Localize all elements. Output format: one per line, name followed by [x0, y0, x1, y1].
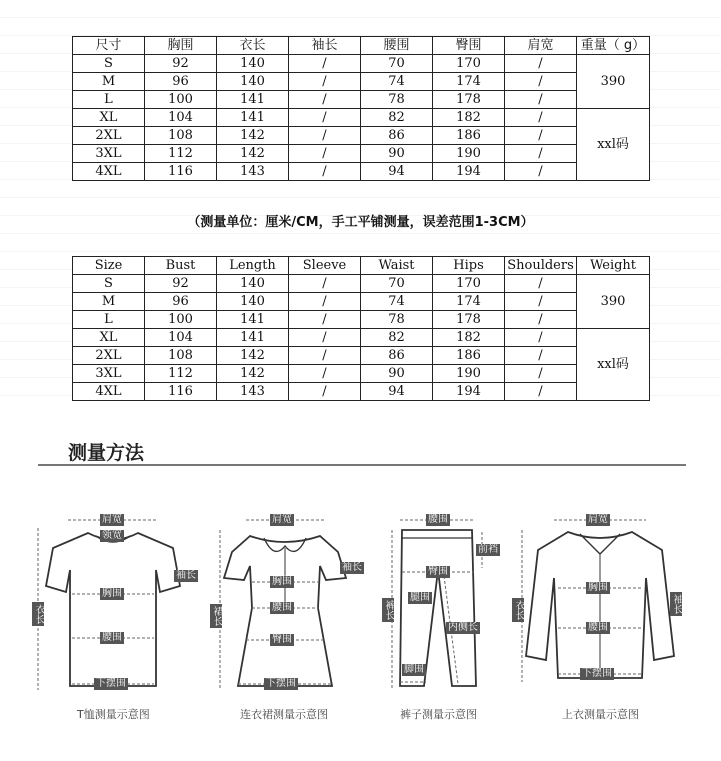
- table-cell: 86: [361, 347, 433, 365]
- table-cell: 116: [145, 383, 217, 401]
- table-row: [73, 383, 650, 401]
- table-cell: /: [289, 73, 361, 91]
- dress-caption: 连衣裙测量示意图: [240, 708, 328, 721]
- label-waist: 腰围: [272, 602, 292, 613]
- table-cell: S: [73, 55, 145, 73]
- table-cell: 186: [433, 127, 505, 145]
- label-hem: 下摆围: [266, 678, 296, 689]
- header-cell: 腰围: [361, 37, 433, 55]
- table-cell: /: [289, 347, 361, 365]
- table-row: [73, 91, 650, 109]
- header-cell: 袖长: [289, 37, 361, 55]
- size-table-cn: [72, 36, 650, 181]
- label-leg-opening: 脚围: [404, 664, 424, 675]
- table-cell: XL: [73, 109, 145, 127]
- table-row: [73, 347, 650, 365]
- table-row: [73, 55, 650, 73]
- table-cell: /: [505, 109, 577, 127]
- table-cell: 74: [361, 293, 433, 311]
- table-cell: 178: [433, 91, 505, 109]
- tshirt-diagram: [28, 508, 198, 708]
- table-cell: 116: [145, 163, 217, 181]
- table-cell: /: [289, 329, 361, 347]
- table-cell: 142: [217, 145, 289, 163]
- table-cell: 141: [217, 311, 289, 329]
- table-cell: 108: [145, 127, 217, 145]
- label-hip: 臀围: [428, 566, 448, 577]
- table-cell: 90: [361, 145, 433, 163]
- table-cell: /: [505, 293, 577, 311]
- table-cell: 142: [217, 365, 289, 383]
- label-inseam: 内侧长: [448, 622, 478, 633]
- table-row: [73, 73, 650, 91]
- header-cell: Size: [73, 257, 145, 275]
- label-thigh: 腿围: [410, 592, 430, 603]
- label-waist: 腰围: [428, 514, 448, 525]
- tshirt-caption: T恤测量示意图: [77, 708, 150, 721]
- table-cell: 178: [433, 311, 505, 329]
- table-cell: 142: [217, 347, 289, 365]
- table-cell: /: [505, 347, 577, 365]
- table-cell: 2XL: [73, 347, 145, 365]
- label-shoulder: 肩宽: [272, 514, 292, 525]
- table-cell: 194: [433, 163, 505, 181]
- table-row: [73, 275, 650, 293]
- table-cell: /: [505, 73, 577, 91]
- pants-caption: 裤子测量示意图: [400, 708, 477, 721]
- table-cell: 3XL: [73, 145, 145, 163]
- table-row: [73, 127, 650, 145]
- table-cell: L: [73, 311, 145, 329]
- weight-cell: xxl码: [577, 109, 650, 181]
- table-cell: 170: [433, 55, 505, 73]
- table-cell: 141: [217, 329, 289, 347]
- table-cell: 142: [217, 127, 289, 145]
- table-cell: 74: [361, 73, 433, 91]
- label-bust: 胸围: [588, 582, 608, 593]
- table-cell: /: [289, 365, 361, 383]
- table-cell: 182: [433, 329, 505, 347]
- table-cell: 112: [145, 365, 217, 383]
- table-cell: 4XL: [73, 163, 145, 181]
- table-cell: /: [289, 109, 361, 127]
- label-collar: 领宽: [102, 530, 122, 541]
- table-cell: 100: [145, 311, 217, 329]
- table-row: [73, 365, 650, 383]
- label-sleeve: 袖长: [342, 562, 362, 573]
- table-cell: 100: [145, 91, 217, 109]
- table-cell: /: [505, 145, 577, 163]
- jacket-caption: 上衣测量示意图: [562, 708, 639, 721]
- label-length: 裙长: [211, 606, 222, 626]
- method-title: 测量方法: [68, 442, 145, 464]
- table-cell: 174: [433, 293, 505, 311]
- table-cell: 82: [361, 329, 433, 347]
- table-cell: XL: [73, 329, 145, 347]
- label-bust: 胸围: [272, 576, 292, 587]
- table-cell: 78: [361, 311, 433, 329]
- table-cell: /: [505, 127, 577, 145]
- table-cell: L: [73, 91, 145, 109]
- table-cell: 96: [145, 73, 217, 91]
- table-cell: 70: [361, 275, 433, 293]
- header-cell: Sleeve: [289, 257, 361, 275]
- label-hip: 臀围: [272, 634, 292, 645]
- table-cell: 2XL: [73, 127, 145, 145]
- label-sleeve: 袖长: [176, 570, 196, 581]
- table-cell: 92: [145, 55, 217, 73]
- pants-diagram: [372, 508, 512, 708]
- table-cell: /: [289, 383, 361, 401]
- table-cell: /: [505, 275, 577, 293]
- table-cell: 104: [145, 329, 217, 347]
- label-waist: 腰围: [102, 632, 122, 643]
- table-cell: 86: [361, 127, 433, 145]
- table-cell: /: [505, 55, 577, 73]
- weight-cell: 390: [577, 55, 650, 109]
- measurement-note: （测量单位：厘米/CM，手工平铺测量，误差范围1-3CM）: [187, 215, 534, 230]
- table-cell: /: [289, 163, 361, 181]
- table-cell: 140: [217, 293, 289, 311]
- header-cell: Hips: [433, 257, 505, 275]
- label-shoulder: 肩宽: [102, 514, 122, 525]
- table-header-row: [73, 257, 650, 275]
- header-cell: Weight: [577, 257, 650, 275]
- label-bust: 胸围: [102, 588, 122, 599]
- table-row: [73, 329, 650, 347]
- header-cell: Length: [217, 257, 289, 275]
- table-cell: M: [73, 293, 145, 311]
- label-length: 衣长: [513, 600, 524, 620]
- table-cell: /: [289, 127, 361, 145]
- weight-cell: xxl码: [577, 329, 650, 401]
- table-cell: 92: [145, 275, 217, 293]
- table-header-row: [73, 37, 650, 55]
- table-cell: 78: [361, 91, 433, 109]
- table-cell: /: [289, 293, 361, 311]
- table-row: [73, 145, 650, 163]
- table-cell: 94: [361, 163, 433, 181]
- header-cell: 臀围: [433, 37, 505, 55]
- table-cell: 96: [145, 293, 217, 311]
- table-cell: 140: [217, 73, 289, 91]
- table-cell: /: [505, 311, 577, 329]
- table-cell: /: [505, 91, 577, 109]
- table-cell: 186: [433, 347, 505, 365]
- table-cell: /: [505, 383, 577, 401]
- label-length: 裤长: [383, 600, 394, 620]
- table-cell: 143: [217, 383, 289, 401]
- header-cell: Shoulders: [505, 257, 577, 275]
- table-cell: 90: [361, 365, 433, 383]
- table-cell: /: [289, 311, 361, 329]
- table-cell: /: [289, 145, 361, 163]
- table-cell: 194: [433, 383, 505, 401]
- table-cell: 190: [433, 365, 505, 383]
- table-cell: S: [73, 275, 145, 293]
- table-cell: /: [505, 365, 577, 383]
- table-cell: /: [289, 91, 361, 109]
- table-cell: 94: [361, 383, 433, 401]
- label-waist: 腰围: [588, 622, 608, 633]
- table-row: [73, 163, 650, 181]
- table-cell: /: [289, 55, 361, 73]
- table-cell: 141: [217, 91, 289, 109]
- table-cell: 82: [361, 109, 433, 127]
- table-cell: 174: [433, 73, 505, 91]
- header-cell: 胸围: [145, 37, 217, 55]
- header-cell: 肩宽: [505, 37, 577, 55]
- header-cell: 尺寸: [73, 37, 145, 55]
- weight-cell: 390: [577, 275, 650, 329]
- label-sleeve: 袖长: [671, 594, 682, 614]
- header-cell: 重量（ g）: [577, 37, 650, 55]
- table-cell: 140: [217, 55, 289, 73]
- header-cell: Bust: [145, 257, 217, 275]
- table-cell: 108: [145, 347, 217, 365]
- table-cell: /: [505, 163, 577, 181]
- table-cell: 3XL: [73, 365, 145, 383]
- table-cell: 70: [361, 55, 433, 73]
- table-cell: 4XL: [73, 383, 145, 401]
- table-cell: /: [505, 329, 577, 347]
- size-table-en: [72, 256, 650, 401]
- measurement-method-section: [0, 412, 721, 761]
- dress-diagram: [200, 508, 370, 708]
- table-cell: 182: [433, 109, 505, 127]
- header-cell: Waist: [361, 257, 433, 275]
- table-cell: 143: [217, 163, 289, 181]
- title-underline: [38, 464, 686, 466]
- table-cell: 140: [217, 275, 289, 293]
- table-cell: 170: [433, 275, 505, 293]
- table-row: [73, 311, 650, 329]
- table-row: [73, 293, 650, 311]
- label-shoulder: 肩宽: [588, 514, 608, 525]
- header-cell: 衣长: [217, 37, 289, 55]
- jacket-diagram: [510, 508, 690, 708]
- table-cell: 141: [217, 109, 289, 127]
- table-cell: 104: [145, 109, 217, 127]
- table-cell: /: [289, 275, 361, 293]
- table-cell: 112: [145, 145, 217, 163]
- table-cell: M: [73, 73, 145, 91]
- label-hem: 下摆围: [96, 678, 126, 689]
- table-cell: 190: [433, 145, 505, 163]
- label-front-rise: 前裆: [478, 544, 498, 555]
- label-length: 衣长: [33, 604, 44, 624]
- label-hem: 下摆围: [582, 668, 612, 679]
- table-row: [73, 109, 650, 127]
